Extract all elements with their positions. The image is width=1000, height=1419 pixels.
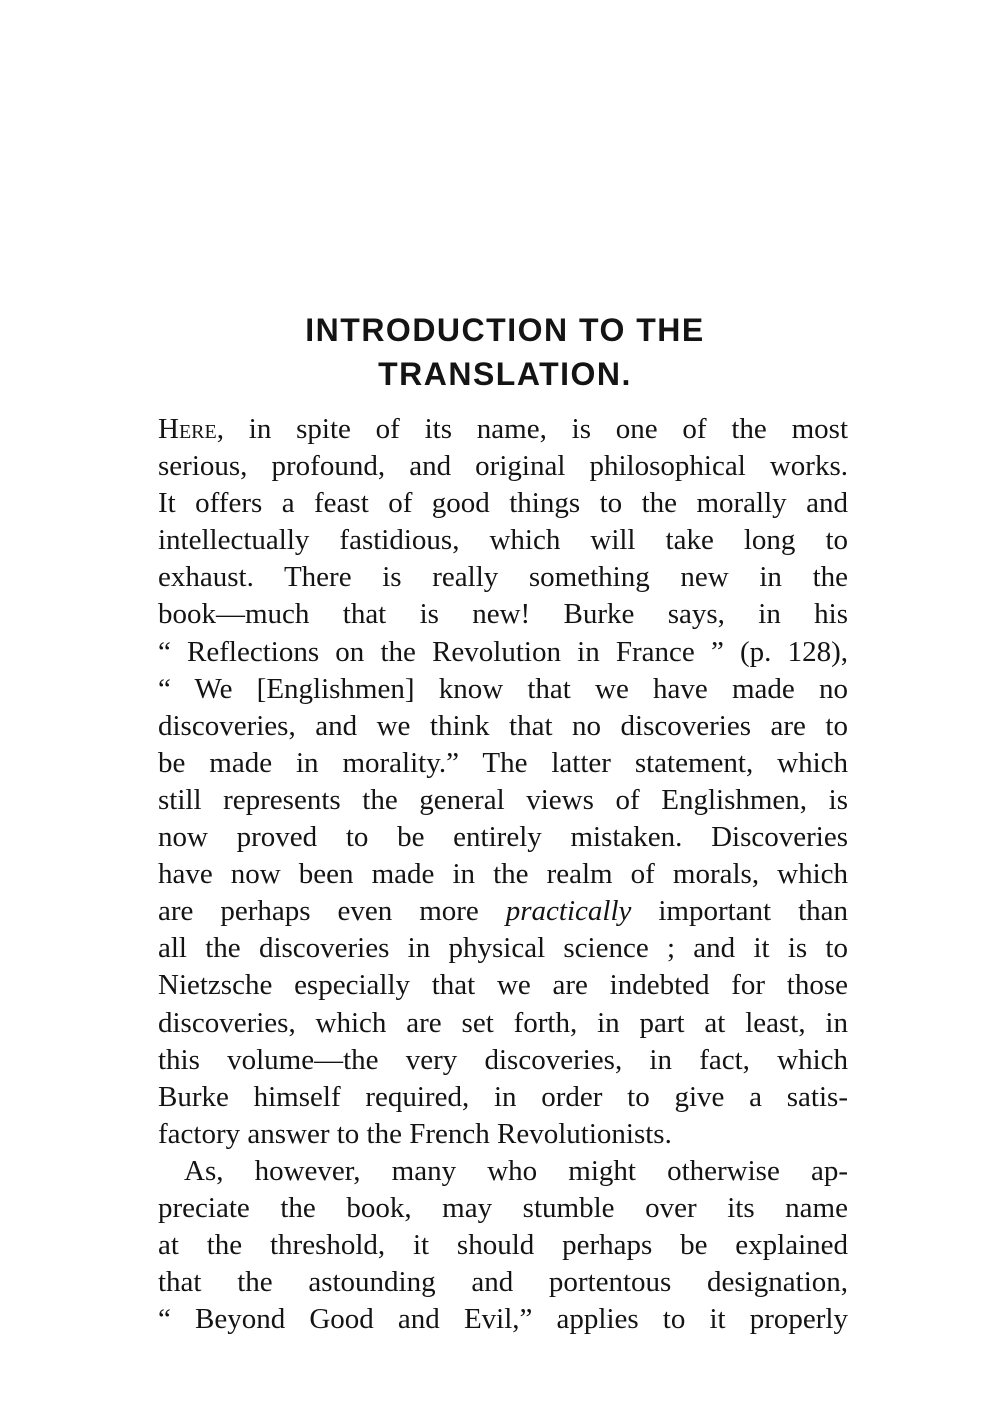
text-line: discoveries, and we think that no discoveries are to — [158, 709, 848, 742]
text-line: Nietzsche especially that we are indebted for those — [158, 969, 848, 1002]
emphasis-text: practically — [505, 895, 632, 928]
text-line: As, however, many who might otherwise ap- — [184, 1154, 848, 1187]
text-line: that the astounding and portentous designation, — [158, 1266, 848, 1299]
body-text — [158, 411, 848, 1338]
opening-word: Here — [158, 413, 217, 445]
text-line — [158, 893, 848, 930]
text-line: all the discoveries in physical science ; and it is to — [158, 932, 848, 965]
text-line: still represents the general views of Englishmen, is — [158, 783, 848, 816]
text-line: intellectually fastidious, which will take long to — [158, 524, 848, 557]
text-line: preciate the book, may stumble over its name — [158, 1191, 848, 1224]
text-line — [158, 411, 848, 448]
text-line: discoveries, which are set forth, in part at least, in — [158, 1006, 848, 1039]
chapter-title — [150, 308, 860, 396]
text-line: It offers a feast of good things to the morally and — [158, 487, 848, 520]
paragraph-1 — [158, 411, 848, 1153]
text-line: “ We [Englishmen] know that we have made no — [158, 672, 848, 705]
text-line: have now been made in the realm of morals, which — [158, 858, 848, 891]
text-span: are perhaps even more — [158, 895, 506, 928]
text-line: Burke himself required, in order to give a satis- — [158, 1080, 848, 1113]
text-line: this volume—the very discoveries, in fact, which — [158, 1043, 848, 1076]
text-span: important than — [631, 895, 848, 928]
text-line: serious, profound, and original philosophical works. — [158, 450, 848, 483]
text-line: “ Beyond Good and Evil,” applies to it properly — [158, 1303, 848, 1336]
paragraph-2 — [158, 1153, 848, 1338]
text-line: factory answer to the French Revolutionists. — [158, 1117, 672, 1150]
text-line: “ Reflections on the Revolution in France ” (p. 128), — [158, 635, 848, 668]
text-line: be made in morality.” The latter statement, which — [158, 746, 848, 779]
text-span: , in spite of its name, is one of the most — [216, 413, 848, 445]
text-line: book—much that is new! Burke says, in his — [158, 598, 848, 631]
chapter-title-line-1: INTRODUCTION TO THE — [305, 312, 705, 348]
chapter-title-line-2: TRANSLATION. — [378, 356, 632, 392]
text-line: at the threshold, it should perhaps be explained — [158, 1229, 848, 1262]
text-line: now proved to be entirely mistaken. Discoveries — [158, 821, 848, 854]
text-line: exhaust. There is really something new in the — [158, 561, 848, 594]
